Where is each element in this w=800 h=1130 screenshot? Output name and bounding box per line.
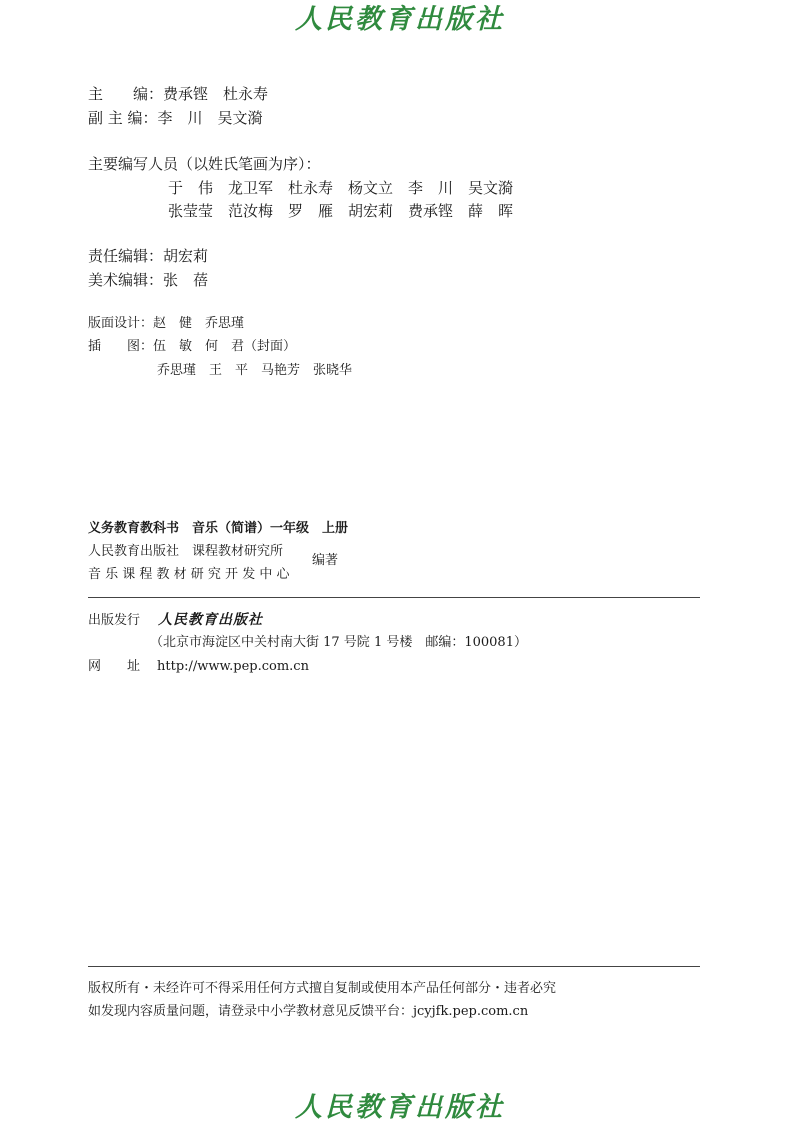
layout-design-line (88, 315, 244, 333)
deputy-editor-line (88, 108, 263, 128)
publisher-address: （北京市海淀区中关村南大街 17 号院 1 号楼 邮编：100081） (150, 635, 527, 650)
illustration-label: 插 图： (88, 339, 154, 354)
responsible-editor-name: 胡宏莉 (163, 247, 209, 265)
compiled-by: 编著 (312, 553, 339, 568)
copyright-notice: 版权所有・未经许可不得采用任何方式擅自复制或使用本产品任何部分・违者必究 (88, 981, 557, 996)
compiler-2: 音 乐 课 程 教 材 研 究 开 发 中 心 (88, 567, 290, 582)
chief-editor-label: 主 编： (88, 85, 164, 103)
responsible-editor-line (88, 246, 208, 266)
divider-bottom (88, 966, 700, 967)
art-editor-label: 美术编辑： (88, 271, 164, 289)
writers-heading: 主要编写人员（以姓氏笔画为序）： (88, 155, 321, 173)
writers-row-1: 于 伟 龙卫军 杜永寿 杨文立 李 川 吴文漪 (168, 179, 514, 197)
feedback-notice: 如发现内容质量问题，请登录中小学教材意见反馈平台：jcyjfk.pep.com.cn (88, 1004, 529, 1019)
illustration-names-2: 乔思瑾 王 平 马艳芳 张晓华 (157, 363, 353, 378)
writers-row-2: 张莹莹 范汝梅 罗 雁 胡宏莉 费承铿 薛 晖 (168, 202, 514, 220)
art-editor-name: 张 蓓 (163, 271, 209, 289)
website-label: 网 址 (88, 659, 141, 674)
deputy-editor-label: 副 主 编： (88, 109, 158, 127)
publication-label: 出版发行 (88, 613, 141, 628)
publisher-logo-bottom: 人民教育出版社 (295, 1092, 505, 1123)
layout-design-names: 赵 健 乔思瑾 (153, 316, 245, 331)
website-link[interactable]: http://www.pep.com.cn (157, 659, 309, 674)
book-title: 义务教育教科书 音乐（简谱）一年级 上册 (88, 521, 349, 536)
art-editor-line (88, 270, 208, 290)
illustration-line (88, 338, 296, 356)
layout-design-label: 版面设计： (88, 316, 154, 331)
chief-editor-names: 费承铿 杜永寿 (163, 85, 269, 103)
chief-editor-line (88, 84, 268, 104)
publisher-logo-top: 人民教育出版社 (295, 4, 505, 35)
compiler-1: 人民教育出版社 课程教材研究所 (88, 544, 284, 559)
divider-top (88, 597, 700, 598)
responsible-editor-label: 责任编辑： (88, 247, 164, 265)
publisher-mark: 人民教育出版社 (158, 612, 263, 628)
illustration-names-1: 伍 敏 何 君（封面） (153, 339, 297, 354)
deputy-editor-names: 李 川 吴文漪 (157, 109, 263, 127)
